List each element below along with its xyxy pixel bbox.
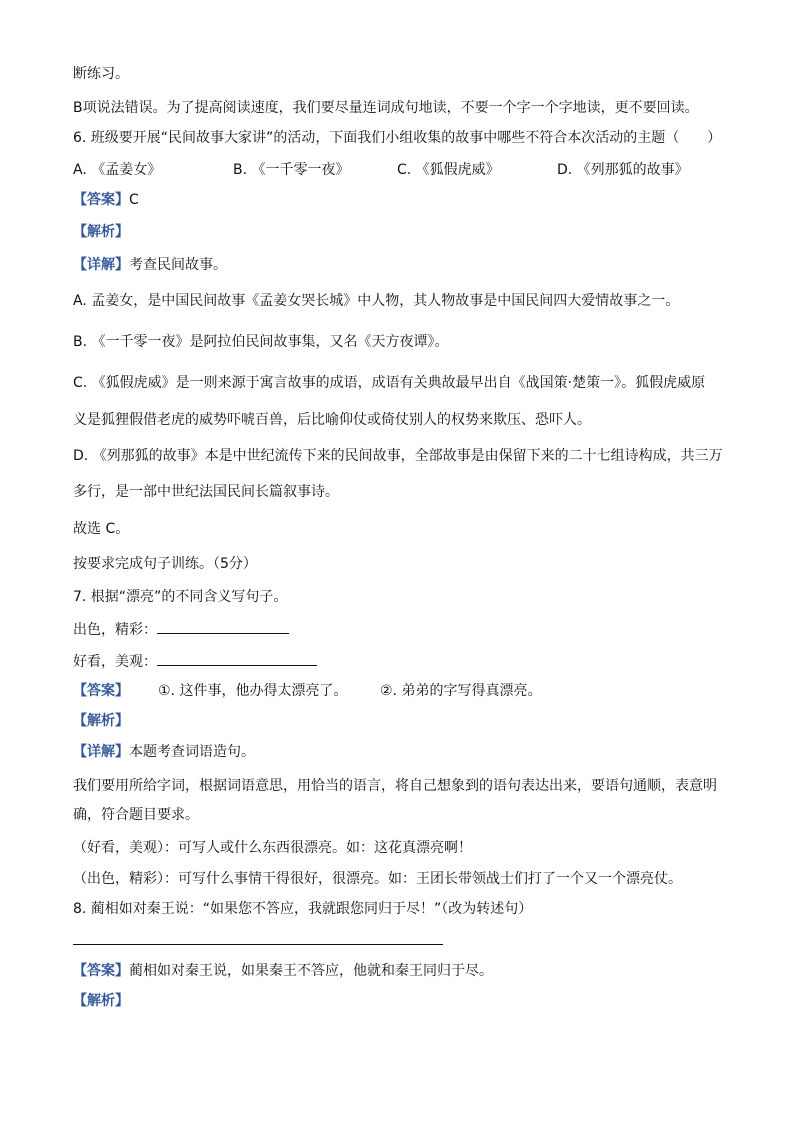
question-8: 8. 蔺相如对秦王说：“如果您不答应，我就跟您同归于尽！”（改为转述句） [73,901,533,917]
answer-text: 蔺相如对秦王说，如果秦王不答应，他就和秦王同归于尽。 [129,963,493,979]
analysis-line [73,991,129,1011]
answer-text: C [129,192,139,208]
answer-tag: 【答案】 [73,192,129,208]
question-6: 6. 班级要开展“民间故事大家讲”的活动，下面我们小组收集的故事中哪些不符合本次活动的主题（ ） [73,130,722,146]
q7-blank-line-2 [73,651,317,672]
explanation-c-1: C. 《狐假虎威》是一则来源于寓言故事的成语，成语有关典故最早出自《战国策·楚策一》。狐假虎威原 [73,375,706,391]
q7-label-1: 出色，精彩： [73,622,157,638]
question-7: 7. 根据“漂亮”的不同含义写句子。 [73,589,288,605]
answer-item-1: ①. 这件事，他办得太漂亮了。 [158,683,348,699]
answer-item-2: ②. 弟弟的字写得真漂亮。 [380,683,542,699]
answer-line [73,961,493,981]
answer-tag: 【答案】 [73,683,129,699]
text-line: B项说法错误。为了提高阅读速度，我们要尽量连词成句地读，不要一个字一个字地读，更不要回读。 [73,100,699,116]
explanation-d-1: D. 《列那狐的故事》本是中世纪流传下来的民间故事，全部故事是由保留下来的二十七组诗构成，共三万 [73,448,723,464]
section-heading: 按要求完成句子训练。（5分） [73,556,257,572]
paragraph-line: （出色，精彩）：可写什么事情干得很好，很漂亮。如：王团长带领战士们打了一个又一个漂亮仗。 [73,871,682,887]
explanation-a: A. 孟姜女，是中国民间故事《孟姜女哭长城》中人物，其人物故事是中国民间四大爱情故事之一。 [73,293,680,309]
paragraph-line: 确，符合题目要求。 [73,807,199,823]
explanation-b: B. 《一千零一夜》是阿拉伯民间故事集，又名《天方夜谭》。 [73,334,449,350]
detail-text: 考查民间故事。 [129,257,227,273]
option-c: C. 《狐假虎威》 [397,162,500,178]
answer-tag-line [73,681,129,701]
detail-tag: 【详解】 [73,257,129,273]
option-b: B. 《一千零一夜》 [233,162,350,178]
analysis-tag: 【解析】 [73,993,129,1009]
answer-blank[interactable] [73,944,443,945]
paragraph-line: 我们要用所给字词，根据词语意思，用恰当的语言，将自己想象到的语句表达出来，要语句通顺，表意明 [73,778,717,794]
explanation-d-2: 多行，是一部中世纪法国民间长篇叙事诗。 [73,484,339,500]
analysis-tag: 【解析】 [73,224,129,240]
text-line: 断练习。 [73,66,129,82]
detail-line [73,255,227,275]
answer-line [73,190,139,210]
detail-line [73,742,255,762]
detail-tag: 【详解】 [73,744,129,760]
q7-blank-line-1 [73,619,289,640]
option-a: A. 《孟姜女》 [73,162,162,178]
detail-text: 本题考查词语造句。 [129,744,255,760]
analysis-tag: 【解析】 [73,713,129,729]
choice-line: 故选 C。 [73,521,130,537]
paragraph-line: （好看，美观）：可写人或什么东西很漂亮。如：这花真漂亮啊！ [73,840,472,856]
analysis-line [73,711,129,731]
option-d: D. 《列那狐的故事》 [557,162,689,178]
q7-label-2: 好看，美观： [73,654,157,670]
answer-blank[interactable] [157,651,317,666]
analysis-line [73,222,129,242]
answer-blank[interactable] [157,619,289,634]
explanation-c-2: 义是狐狸假借老虎的威势吓唬百兽，后比喻仰仗或倚仗别人的权势来欺压、恐吓人。 [73,412,591,428]
answer-tag: 【答案】 [73,963,129,979]
